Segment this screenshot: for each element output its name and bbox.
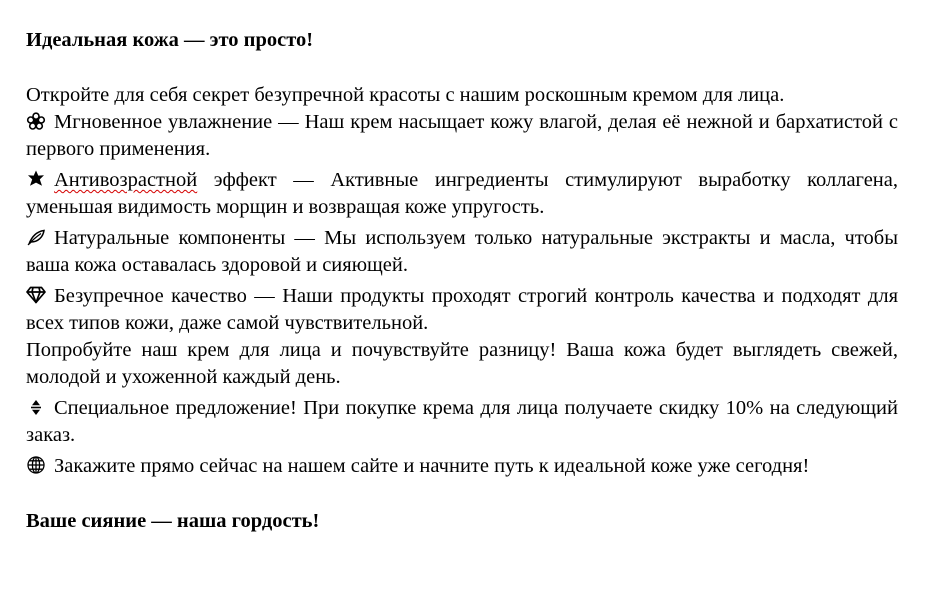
document-heading: Идеальная кожа — это просто!	[26, 29, 314, 51]
feature-paragraph-moisture	[26, 109, 898, 163]
feature-text: — Наши продукты проходят строгий контроль качества и подходят для всех типов кожи, даже самой чувствительной.	[26, 285, 899, 334]
feature-title: Натуральные компоненты	[54, 227, 286, 249]
blank-line	[26, 480, 898, 508]
feature-paragraph-natural	[26, 225, 898, 279]
blank-line	[26, 54, 898, 82]
flower-icon	[26, 112, 46, 130]
sparkle-icon	[26, 398, 46, 416]
offer-paragraph	[26, 395, 898, 449]
feature-title: Безупречное качество	[54, 285, 247, 307]
feature-text: — Наш крем насыщает кожу влагой, делая её нежной и бархатистой с первого применения.	[26, 111, 898, 160]
star-icon	[26, 170, 46, 188]
closing-line: Ваше сияние — наша гордость!	[26, 510, 320, 532]
offer-text: Специальное предложение! При покупке крема для лица получаете скидку 10% на следующий заказ.	[26, 397, 898, 446]
feature-text: эффект — Активные ингредиенты стимулируют выработку коллагена, уменьшая видимость морщин и возвращая коже упругость.	[26, 169, 898, 218]
feature-text: — Мы используем только натуральные экстракты и масла, чтобы ваша кожа оставалась здоровой и сияющей.	[26, 227, 898, 276]
cta-paragraph: Попробуйте наш крем для лица и почувствуйте разницу! Ваша кожа будет выглядеть свежей, молодой и ухоженной каждый день.	[26, 339, 898, 388]
order-paragraph	[26, 453, 898, 480]
document-body	[26, 27, 898, 535]
feature-paragraph-antiage	[26, 167, 898, 221]
diamond-icon	[26, 286, 46, 304]
leaf-icon	[26, 228, 46, 246]
feature-title: Антивозрастной	[54, 169, 198, 191]
feature-title: Мгновенное увлажнение	[54, 111, 273, 133]
globe-icon	[26, 456, 46, 474]
feature-paragraph-quality	[26, 283, 898, 337]
order-text: Закажите прямо сейчас на нашем сайте и начните путь к идеальной коже уже сегодня!	[54, 455, 810, 477]
intro-paragraph: Откройте для себя секрет безупречной красоты с нашим роскошным кремом для лица.	[26, 84, 785, 106]
